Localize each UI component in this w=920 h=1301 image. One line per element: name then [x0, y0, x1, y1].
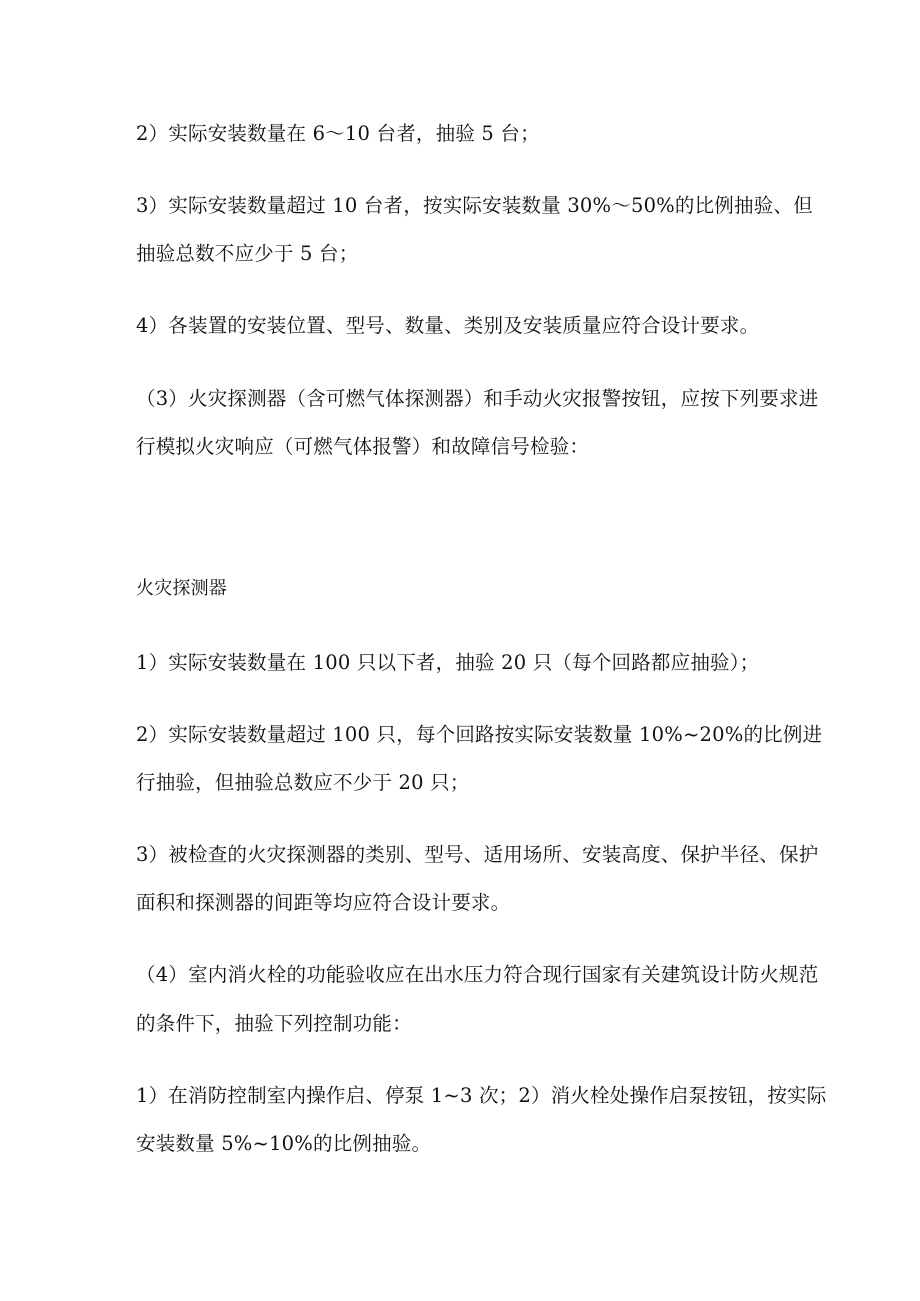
text-line-12: （4）室内消火栓的功能验收应在出水压力符合现行国家有关建筑设计防火规范 [136, 963, 819, 986]
text-line-15: 安装数量 5%~10%的比例抽验。 [136, 1132, 432, 1155]
text-line-4: 4）各装置的安装位置、型号、数量、类别及安装质量应符合设计要求。 [136, 314, 760, 337]
text-line-6: 行模拟火灾响应（可燃气体报警）和故障信号检验： [136, 435, 590, 458]
text-line-8: 2）实际安装数量超过 100 只，每个回路按实际安装数量 10%~20%的比例进 [136, 723, 823, 746]
text-line-9: 行抽验，但抽验总数应不少于 20 只； [136, 771, 470, 794]
text-line-13: 的条件下，抽验下列控制功能： [136, 1012, 412, 1035]
section-heading: 火灾探测器 [136, 578, 227, 599]
text-line-2: 3）实际安装数量超过 10 台者，按实际安装数量 30%～50%的比例抽验、但 [136, 194, 813, 217]
text-line-11: 面积和探测器的间距等均应符合设计要求。 [136, 891, 511, 914]
text-line-5: （3）火灾探测器（含可燃气体探测器）和手动火灾报警按钮，应按下列要求进 [136, 387, 819, 410]
text-line-3: 抽验总数不应少于 5 台； [136, 242, 359, 265]
text-line-14: 1）在消防控制室内操作启、停泵 1~3 次；2）消火栓处操作启泵按钮，按实际 [136, 1084, 827, 1107]
text-line-7: 1）实际安装数量在 100 只以下者，抽验 20 只（每个回路都应抽验）； [136, 651, 760, 674]
text-line-1: 2）实际安装数量在 6～10 台者，抽验 5 台； [136, 122, 540, 145]
text-line-10: 3）被检查的火灾探测器的类别、型号、适用场所、安装高度、保护半径、保护 [136, 843, 819, 866]
